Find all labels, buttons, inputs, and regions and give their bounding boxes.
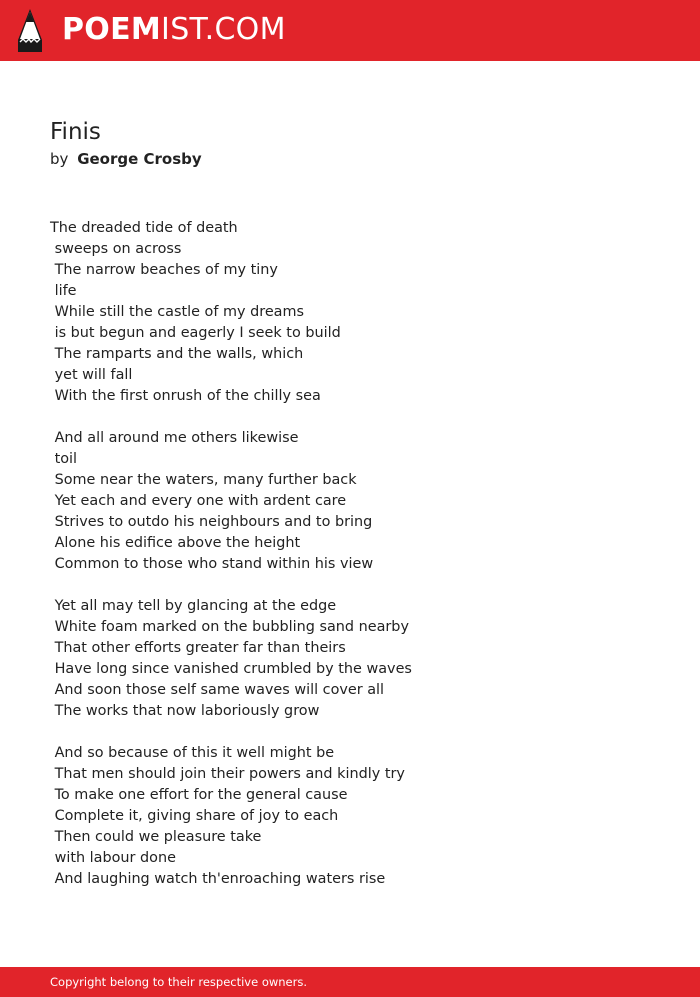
pencil-tip-icon (17, 9, 43, 52)
logo-bold-text: POEM (62, 12, 162, 47)
poem-line: To make one effort for the general cause (50, 787, 348, 803)
poem-stanza (50, 743, 670, 890)
poem-body (50, 218, 670, 911)
poem-line: is but begun and eagerly I seek to build (50, 325, 341, 341)
logo-light-text: IST.COM (161, 12, 286, 47)
site-footer (0, 967, 700, 997)
poem-line: yet will fall (50, 367, 133, 383)
site-header (0, 0, 700, 61)
poem-line: Strives to outdo his neighbours and to bring (50, 514, 373, 530)
poem-line: Alone his edifice above the height (50, 535, 301, 551)
poem-line: Complete it, giving share of joy to each (50, 808, 339, 824)
poem-line: Common to those who stand within his view (50, 556, 374, 572)
poem-line: And so because of this it well might be (50, 745, 335, 761)
poem-line: And laughing watch th'enroaching waters rise (50, 871, 386, 887)
poem-stanza (50, 218, 670, 407)
poem-line: life (50, 283, 77, 299)
poem-line: The ramparts and the walls, which (50, 346, 304, 362)
poem-line: Then could we pleasure take (50, 829, 262, 845)
copyright-notice: Copyright belong to their respective owners. (50, 975, 308, 989)
poem-line: sweeps on across (50, 241, 182, 257)
poem-title: Finis (50, 119, 101, 145)
site-logo[interactable] (62, 12, 286, 48)
poem-line: Yet each and every one with ardent care (50, 493, 347, 509)
byline (50, 148, 202, 170)
poem-line: Have long since vanished crumbled by the waves (50, 661, 412, 677)
author-name: George Crosby (77, 150, 202, 168)
poem-line: Some near the waters, many further back (50, 472, 357, 488)
poem-line: And all around me others likewise (50, 430, 299, 446)
poem-line: That men should join their powers and kindly try (50, 766, 405, 782)
poem-line: And soon those self same waves will cover all (50, 682, 385, 698)
poem-line: with labour done (50, 850, 176, 866)
poem-line: The works that now laboriously grow (50, 703, 320, 719)
poem-line: That other efforts greater far than theirs (50, 640, 346, 656)
poem-stanza (50, 596, 670, 722)
poem-line: With the first onrush of the chilly sea (50, 388, 321, 404)
poem-line: Yet all may tell by glancing at the edge (50, 598, 337, 614)
poem-line: The narrow beaches of my tiny (50, 262, 278, 278)
poem-line: While still the castle of my dreams (50, 304, 305, 320)
poem-line: toil (50, 451, 78, 467)
by-label: by (50, 150, 69, 168)
poem-stanza (50, 428, 670, 575)
poem-line: The dreaded tide of death (50, 220, 238, 236)
poem-line: White foam marked on the bubbling sand nearby (50, 619, 409, 635)
